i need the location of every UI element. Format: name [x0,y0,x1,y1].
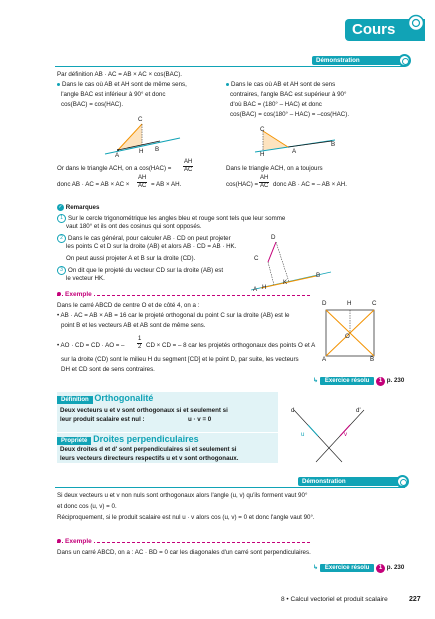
exemple1-line6: DH et CD sont de sens contraires. [61,366,155,373]
definition-line2: leur produit scalaire est nul : [60,416,145,423]
demo-left-line2: l'angle BAC est inférieur à 90° et donc [61,91,166,98]
fig-dp-label: d' [356,407,361,414]
arrow-icon: ↳ [313,564,319,571]
exemple1-line2: • AB · AC = AB × AB = 16 car le projeté orthogonal du point C sur la droite (AB) est le [57,312,290,319]
square-figure [322,306,380,358]
page-title: Cours [352,21,396,38]
exercice-resolu-2[interactable]: ↳ Exercice résolu 1 p. 230 [313,564,405,571]
remark-2: 2 Dans le cas général, pour calculer AB · CD on peut projeter [57,234,231,243]
footer-chapter: 8 • Calcul vectoriel et produit scalaire [281,596,388,603]
square-label-d: D [322,300,327,307]
demo-right-line4: cos(BAC) = cos(180° – HAC) = –cos(HAC). [230,111,350,118]
gear-icon [407,14,425,32]
fig1-label-b: B [155,146,160,153]
remark-2c: On peut aussi projeter A et B sur la droite (CD). [66,255,196,262]
demo-left-line1: Dans le cas où AB et AH sont de même sens, [57,81,187,89]
demo-right-line3: d'où BAC = (180° – HAC) et donc [230,101,322,108]
proj-label-h: H [262,284,267,291]
exemple-separator [57,542,310,543]
demo-banner: Démonstration [312,56,404,65]
definition-header: Définition Orthogonalité [57,393,153,405]
remark-2b: les points C et D sur la droite (AB) et alors AB · CD = AB · HK. [66,243,237,250]
remark-1: 1 Sur le cercle trigonométrique les angles bleu et rouge sont tels que leur somme [57,214,285,223]
right-cos-b: donc AB · AC = – AB × AH. [273,181,347,188]
exercice-resolu-1[interactable]: ↳ Exercice résolu 1 p. 230 [313,377,405,384]
exemple1-line3: point B et les vecteurs AB et AB sont de même sens. [61,322,206,329]
exemple-separator [57,295,310,296]
exemple1-line5: sur la droite (CD) sont le milieu H du segment [CD] et le point D, par suite, les vecteurs [61,356,299,363]
fig2-label-a: A [292,148,297,155]
demo-right-line1: Dans le cas où AB et AH sont de sens [226,81,335,89]
demo2-line2: et donc cos (u, v) = 0. [57,503,117,510]
exemple1-line4: • AO · CD = CD · AO = – [57,342,125,349]
square-label-o: O [345,333,350,340]
proj-label-c: C [254,255,259,262]
propriete-header: Propriété Droites perpendiculaires [57,434,199,446]
propriete-line2: leurs vecteurs directeurs respectifs u et v sont orthogonaux. [60,455,239,462]
page-number: 227 [409,596,421,603]
divider [55,487,405,488]
exemple2-line1: Dans un carré ABCD, on a : AC · BD = 0 car les diagonales d'un carré sont perpendiculaires. [57,549,311,556]
exemple-label: Exemple [57,291,94,300]
square-label-a: A [322,356,327,363]
propriete-line1: Deux droites d et d' sont perpendiculaires si et seulement si [60,446,237,453]
remark-3b: le vecteur HK. [66,275,105,282]
exemple1-line4b: CD × CD = – 8 car les projetés orthogonaux des points O et A [146,342,316,349]
proj-label-a: A [253,286,258,293]
remark-1b: vaut 180° et ils ont des cosinus qui sont opposés. [66,223,202,230]
fig-d-label: d [291,407,295,414]
fig1-label-h: H [139,148,144,155]
definition-formula: u · v = 0 [188,416,212,423]
left-donc-line: donc AB · AC = AB × AC × [57,181,130,188]
definition-line1: Deux vecteurs u et v sont orthogonaux si et seulement si [60,407,228,414]
proj-label-d: D [271,234,276,241]
fig1-label-c: C [138,116,143,123]
arrow-icon: ↳ [313,377,319,384]
fig-u-label: u [301,431,305,438]
square-label-h: H [347,300,352,307]
left-donc-fraction: $\frac{AH}{AC}$ [138,175,147,189]
square-label-b: B [370,356,375,363]
demo2-line3: Réciproquement, si le produit scalaire est nul u · v alors cos (u, v) = 0 et donc l'angle vaut 90°. [57,514,315,521]
demo2-line1: Si deux vecteurs u et v non nuls sont orthogonaux alors l'angle (u, v) qu'ils forment vaut 90° [57,492,308,499]
exemple1-fraction: $\frac{1}{2}$ [138,336,142,350]
left-donc-end: = AB × AH. [151,181,182,188]
demo-left-line3: cos(BAC) = cos(HAC). [61,101,124,108]
fig2-label-c: C [260,126,265,133]
exemple1-line1: Dans le carré ABCD de centre O et de côté 4, on a : [57,302,200,309]
right-tri-line: Dans le triangle ACH, on a toujours [226,165,323,172]
left-cos-line: Or dans le triangle ACH, on a cos(HAC) = [57,165,172,172]
demo-banner-2: Démonstration [298,477,402,486]
fig1-label-a: A [115,152,120,159]
left-fraction: $\frac{AH}{AC}$ [184,159,193,173]
right-cos-a: cos(HAC) = [226,181,259,188]
fig-v-label: v [344,431,348,438]
remark-3: 3 On dit que le projeté du vecteur CD sur la droite (AB) est [57,266,223,275]
demo-right-line2: contraires, l'angle BAC est supérieur à 90° [230,91,347,98]
fig2-label-h: H [260,151,265,158]
exemple2-label: Exemple [57,538,94,547]
demo-intro: Par définition AB · AC = AB × AC × cos(BAC). [57,71,183,78]
proj-label-b: B [316,272,321,279]
info-icon: ✓ [58,204,63,210]
perpendicular-lines-figure [286,402,376,464]
remarques-heading: ✓ Remarques [58,204,100,212]
square-label-c: C [372,300,377,307]
right-fraction: $\frac{AH}{AC}$ [260,175,269,189]
divider [55,66,405,67]
fig2-label-b: B [331,141,336,148]
proj-label-k: K [283,279,288,286]
projection-figure [246,228,336,296]
